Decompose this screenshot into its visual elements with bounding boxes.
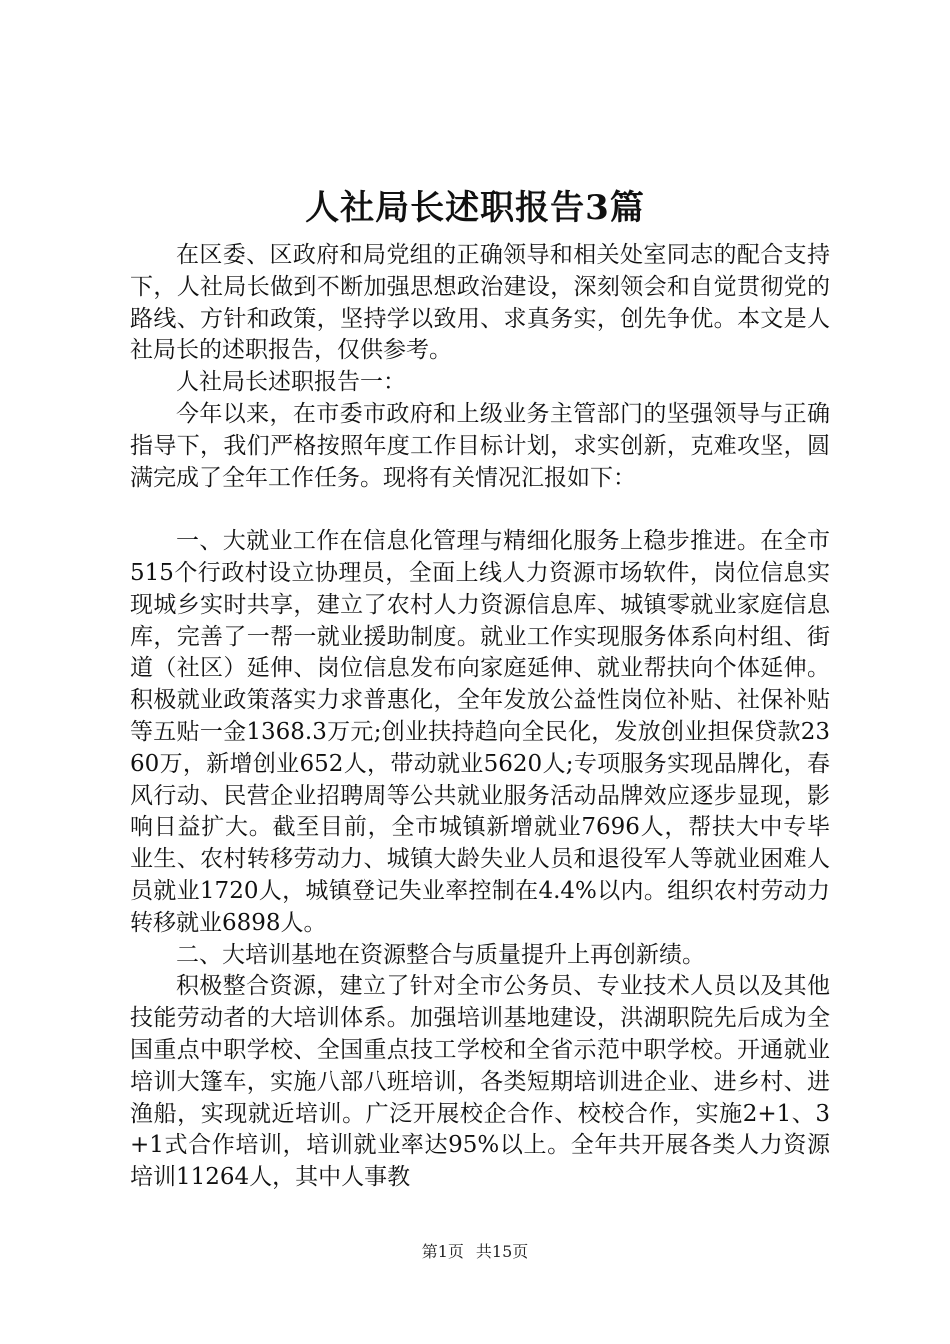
document-body — [130, 240, 830, 1194]
paragraph-gap — [130, 494, 830, 526]
paragraph-section-employment: 一、大就业工作在信息化管理与精细化服务上稳步推进。在全市515个行政村设立协理员，全面上线人力资源市场软件，岗位信息实现城乡实时共享，建立了农村人力资源信息库、城镇零就业家庭信息库，完善了一帮一就业援助制度。就业工作实现服务体系向村组、街道（社区）延伸、岗位信息发布向家庭延伸、就业帮扶向个体延伸。积极就业政策落实力求普惠化，全年发放公益性岗位补贴、社保补贴等五贴一金1368.3万元;创业扶持趋向全民化，发放创业担保贷款2360万，新增创业652人，带动就业5620人;专项服务实现品牌化，春风行动、民营企业招聘周等公共就业服务活动品牌效应逐步显现，影响日益扩大。截至目前，全市城镇新增就业7696人，帮扶大中专毕业生、农村转移劳动力、城镇大龄失业人员和退役军人等就业困难人员就业1720人，城镇登记失业率控制在4.4%以内。组织农村劳动力转移就业6898人。 — [130, 528, 830, 936]
paragraph-report-one-heading: 人社局长述职报告一： — [176, 369, 406, 396]
page-footer — [0, 1240, 950, 1264]
paragraph-report-one-opening: 今年以来，在市委市政府和上级业务主管部门的坚强领导与正确指导下，我们严格按照年度工作目标计划，求实创新，克难攻坚，圆满完成了全年工作任务。现将有关情况汇报如下： — [130, 400, 830, 491]
paragraph-section-training: 积极整合资源，建立了针对全市公务员、专业技术人员以及其他技能劳动者的大培训体系。加强培训基地建设，洪湖职院先后成为全国重点中职学校、全国重点技工学校和全省示范中职学校。开通就业培训大篷车，实施八部八班培训，各类短期培训进企业、进乡村、进渔船，实现就近培训。广泛开展校企合作、校校合作，实施2+1、3+1式合作培训，培训就业率达95%以上。全年共开展各类人力资源培训11264人，其中人事教 — [130, 973, 830, 1191]
paragraph-intro: 在区委、区政府和局党组的正确领导和相关处室同志的配合支持下，人社局长做到不断加强思想政治建设，深刻领会和自觉贯彻党的路线、方针和政策，坚持学以致用、求真务实，创先争优。本文是人社局长的述职报告，仅供参考。 — [130, 242, 830, 364]
paragraph-section-training-heading: 二、大培训基地在资源整合与质量提升上再创新绩。 — [176, 941, 705, 968]
page-total: 共15页 — [475, 1242, 529, 1261]
page-number: 第1页 — [421, 1242, 464, 1261]
document-title: 人社局长述职报告3篇 — [305, 188, 645, 228]
